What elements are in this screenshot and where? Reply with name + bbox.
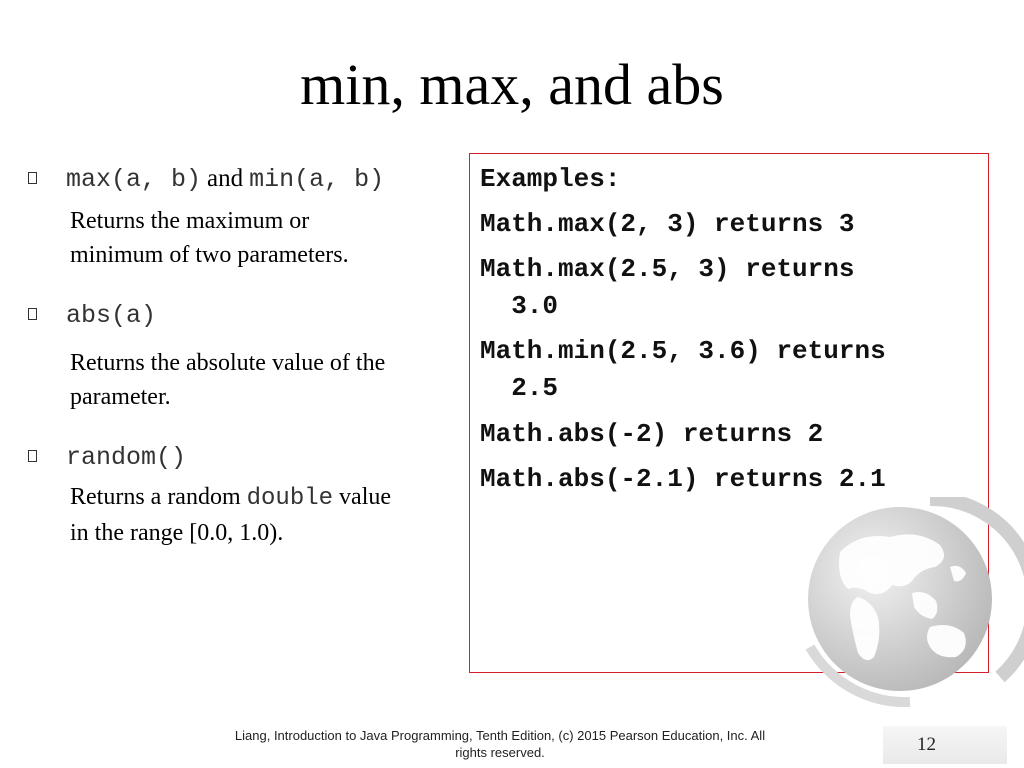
- example-line: Math.max(2.5, 3) returns: [480, 254, 855, 284]
- page-number-tab: [883, 726, 1007, 764]
- example-line: Math.abs(-2.1) returns 2.1: [480, 464, 886, 494]
- description-line: Returns the absolute value of the: [70, 350, 386, 376]
- bullet-description: [70, 480, 466, 550]
- description-code: double: [246, 485, 334, 512]
- example-line: Math.min(2.5, 3.6) returns: [480, 336, 886, 366]
- bullet-heading: [66, 160, 384, 199]
- description-text: value: [339, 484, 392, 510]
- bullet-item-max-min: [28, 160, 468, 198]
- example-line: Math.abs(-2) returns 2: [480, 419, 824, 449]
- description-text: Returns a random: [70, 484, 241, 510]
- square-bullet-icon: [28, 450, 37, 462]
- example-line: Math.max(2, 3) returns 3: [480, 209, 855, 239]
- bullet-list: [28, 160, 468, 550]
- description-line: minimum of two parameters.: [70, 242, 349, 268]
- footer-copyright: [190, 727, 810, 761]
- footer-line: rights reserved.: [455, 745, 545, 760]
- bullet-heading: [66, 296, 156, 335]
- square-bullet-icon: [28, 308, 37, 320]
- examples-heading: Examples:: [480, 164, 621, 194]
- code-min: min(a, b): [249, 165, 385, 194]
- bullet-item-random: [28, 438, 468, 476]
- bullet-description: [70, 346, 466, 414]
- code-max: max(a, b): [66, 165, 202, 194]
- example-line: 3.0: [480, 291, 559, 321]
- bullet-description: [70, 204, 466, 272]
- example-line: 2.5: [480, 373, 559, 403]
- description-line: Returns the maximum or: [70, 208, 310, 234]
- code-abs: abs(a): [66, 301, 157, 330]
- square-bullet-icon: [28, 172, 37, 184]
- slide-title: min, max, and abs: [300, 52, 724, 117]
- bullet-heading: [66, 438, 186, 477]
- bullet-item-abs: [28, 296, 468, 334]
- globe-watermark-icon: [800, 497, 1024, 707]
- description-line: [70, 480, 466, 516]
- page-number: 12: [917, 734, 936, 755]
- description-line: in the range [0.0, 1.0).: [70, 520, 284, 546]
- footer-line: Liang, Introduction to Java Programming, Tenth Edition, (c) 2015 Pearson Education, Inc. All: [234, 728, 766, 743]
- joiner-text: and: [207, 165, 244, 192]
- code-random: random(): [66, 443, 187, 472]
- description-line: parameter.: [70, 384, 171, 410]
